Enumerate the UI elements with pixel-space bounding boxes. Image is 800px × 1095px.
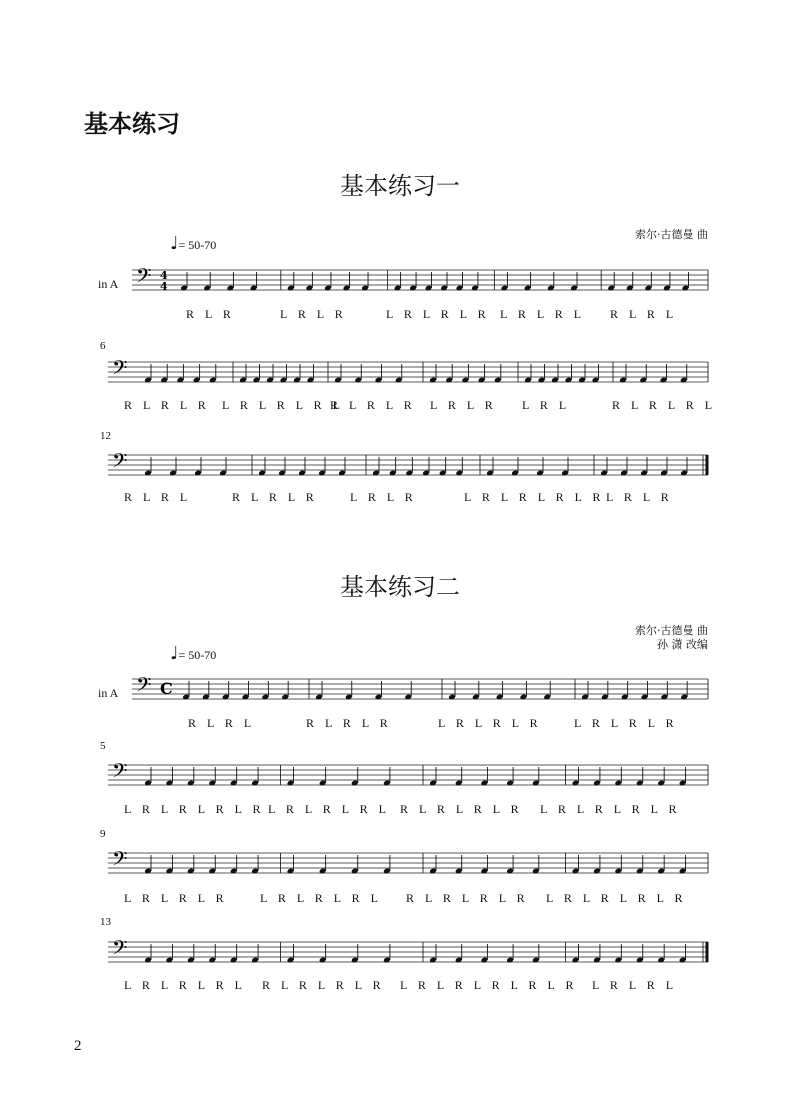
sticking-line: R L R xyxy=(186,307,235,321)
bass-clef-icon: 𝄢 xyxy=(136,673,152,701)
sticking-line: L R L R xyxy=(606,490,673,504)
sticking-line: R L R L R xyxy=(124,398,210,412)
sticking-line: R L R L R L R xyxy=(406,891,529,905)
sticking-line: L R L R xyxy=(430,398,497,412)
bass-clef-icon: 𝄢 xyxy=(112,449,128,477)
sticking-line: L R L R L R L R xyxy=(540,802,681,816)
sticking-line: L R L R L xyxy=(500,307,586,321)
measure-number: 12 xyxy=(100,430,111,442)
sticking-line: L R L R L xyxy=(592,978,678,992)
sticking-line: R L R L xyxy=(610,307,678,321)
sticking-line: L R L R L R L xyxy=(268,802,390,816)
exercise-2-composer: 索尔·古德曼 曲 xyxy=(635,624,708,637)
measure-number: 5 xyxy=(100,740,106,752)
sticking-line: R L R L xyxy=(124,490,192,504)
sticking-line: L R L R L R L xyxy=(222,398,344,412)
sticking-line: L R L R L R xyxy=(124,891,228,905)
instrument-label: in A xyxy=(98,277,119,291)
quarter-note-icon: ♩ xyxy=(170,233,179,254)
tempo-value: = 50-70 xyxy=(178,648,217,662)
exercise-2-title: 基本练习二 xyxy=(340,573,460,601)
sticking-line: L R L R L R xyxy=(386,307,490,321)
sticking-line: L R L R L R xyxy=(438,716,542,730)
bass-clef-icon: 𝄢 xyxy=(112,759,128,787)
sticking-line: R L R L R L R xyxy=(262,978,385,992)
bass-clef-icon: 𝄢 xyxy=(112,356,128,384)
sticking-line: L R L R xyxy=(350,490,417,504)
time-signature-bottom: 4 xyxy=(160,280,168,293)
sticking-line: R L R L R L xyxy=(612,398,717,412)
common-time-icon: C xyxy=(160,679,173,698)
sticking-line: L R L R L R xyxy=(574,716,678,730)
quarter-note-icon: ♩ xyxy=(170,643,179,664)
sticking-line: R L R L R L R xyxy=(400,802,523,816)
exercise-1-title: 基本练习一 xyxy=(340,172,460,200)
sticking-line: L R L R L R L xyxy=(260,891,382,905)
exercise-2-arranger: 孙 潇 改编 xyxy=(657,638,708,651)
section-heading: 基本练习 xyxy=(84,110,180,138)
sticking-line: L R L R xyxy=(280,307,347,321)
bass-clef-icon: 𝄢 xyxy=(136,264,152,292)
instrument-label: in A xyxy=(98,686,119,700)
bass-clef-icon: 𝄢 xyxy=(112,936,128,964)
page-number: 2 xyxy=(74,1038,82,1054)
time-signature-top: 4 xyxy=(160,269,168,282)
sticking-line: L R L R L R L R L R xyxy=(400,978,578,992)
sticking-line: L R L R L R L R xyxy=(124,802,265,816)
sticking-line: L R L xyxy=(522,398,571,412)
sticking-line: R L R L R xyxy=(330,398,416,412)
bass-clef-icon: 𝄢 xyxy=(112,847,128,875)
measure-number: 13 xyxy=(100,916,111,928)
tempo-value: = 50-70 xyxy=(178,238,217,252)
sticking-line: R L R L xyxy=(188,716,256,730)
sticking-line: R L R L R xyxy=(232,490,318,504)
sticking-line: L R L R L R L R xyxy=(464,490,605,504)
sticking-line: L R L R L R L xyxy=(124,978,246,992)
sticking-line: L R L R L R L R xyxy=(546,891,687,905)
measure-number: 9 xyxy=(100,828,106,840)
sticking-line: R L R L R xyxy=(306,716,392,730)
measure-number: 6 xyxy=(100,340,106,352)
exercise-1-composer: 索尔·古德曼 曲 xyxy=(635,228,708,241)
